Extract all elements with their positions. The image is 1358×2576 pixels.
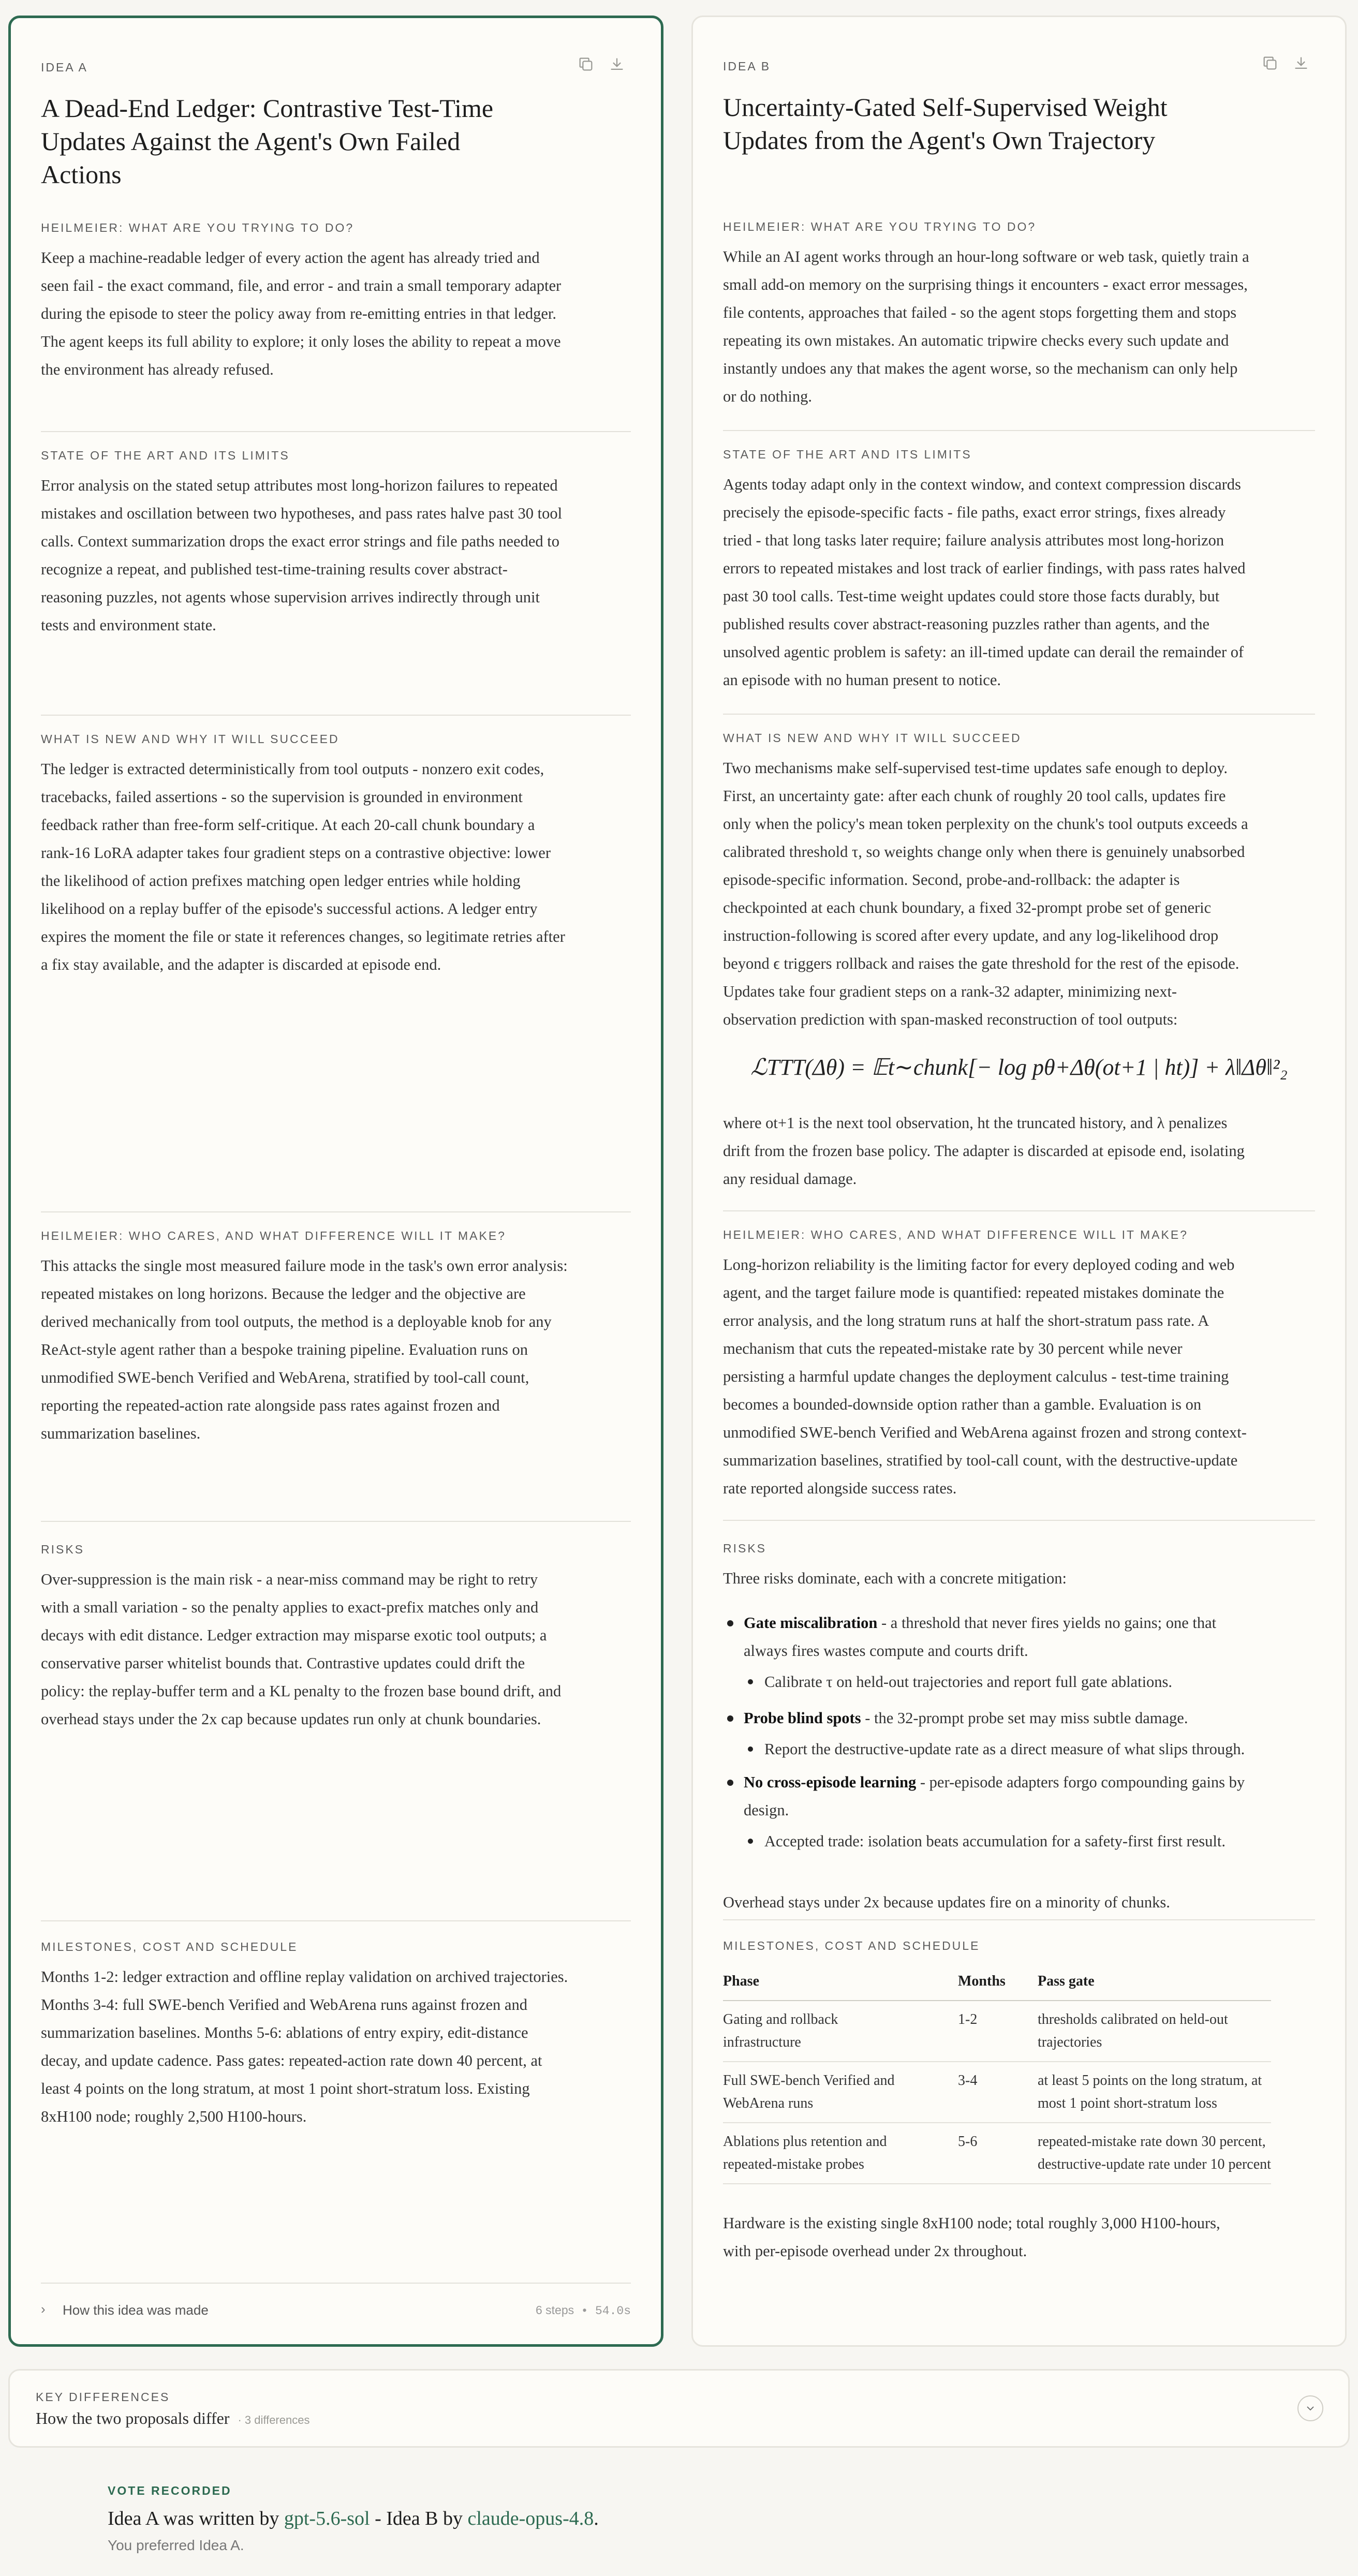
idea-b-s4-body: Long-horizon reliability is the limiting factor for every deployed coding and web agent, and the target failure mode is quantified: repeated mistakes dominate the error analysis, and the long stratum runs at half the short-stratum pass rate. A mechanism that cuts the repeated-mistake rate by 30 percent while never persisting a harmful update changes the deployment calculus - test-time training becomes a bounded-downside option rather than a gamble. Evaluation is on unmodified SWE-bench Verified and WebArena against frozen and strong context- summarization baselines, stratified by tool-call count, with the destructive-update rate reported alongside success rates. xyxy=(723,1256,1247,1497)
bullet xyxy=(727,1715,733,1722)
idea-a-s1-body: Keep a machine-readable ledger of every action the agent has already tried and seen fail - the exact command, file, and error - and train a small temporary adapter during the episode to steer the policy away from re-emitting entries in that ledger. The agent keeps its full ability to explore; it only loses the ability to repeat a move the environment has already refused. xyxy=(41,249,562,378)
ideas-comparison xyxy=(8,16,1350,2347)
idea-b-title: Uncertainty-Gated Self-Supervised Weight Updates from the Agent's Own Trajectory xyxy=(723,93,1168,155)
idea-a-s2-label: STATE OF THE ART AND ITS LIMITS xyxy=(41,449,290,462)
column-header: Pass gate xyxy=(1038,1970,1271,2001)
table-row xyxy=(723,2001,1271,2062)
idea-b-s2-body: Agents today adapt only in the context window, and context compression discards precisely the episode-specific facts - file paths, exact error strings, fixes already tried - that long tasks later require; failure analysis attributes most long-horizon errors to repeated mistakes and lost track of earlier findings, with pass rates halved past 30 tool calls. Test-time weight updates could store those facts durably, but published results cover abstract-reasoning puzzles rather than agents, and the unsolved agentic problem is safety: an ill-timed update can derail the remainder of an episode with no human present to notice. xyxy=(723,476,1246,689)
idea-b-s6-after: Hardware is the existing single 8xH100 node; total roughly 3,000 H100-hours, with per-episode overhead under 2x throughout. xyxy=(723,2214,1220,2260)
idea-b-s5-label: RISKS xyxy=(723,1542,767,1555)
divider xyxy=(41,1920,631,1921)
vote-recorded xyxy=(108,2484,599,2554)
divider xyxy=(723,714,1315,715)
bullet xyxy=(727,1620,733,1626)
table-cell: Gating and rollback infrastructure xyxy=(723,2001,958,2062)
idea-a-actions xyxy=(577,55,631,76)
column-header: Phase xyxy=(723,1970,958,2001)
divider xyxy=(41,1211,631,1212)
key-differences-label: KEY DIFFERENCES xyxy=(36,2390,170,2404)
divider xyxy=(723,1210,1315,1211)
divider xyxy=(41,715,631,716)
idea-a-s5-body: Over-suppression is the main risk - a near-miss command may be right to retry with a small variation - so the penalty applies to exact-prefix matches only and decays with edit distance. Ledger extraction may misparse exotic tool outputs; a conservative parser whitelist bounds that. Contrastive updates could drift the policy: the replay-buffer term and a KL penalty to the frozen base bound drift, and overhead stays under the 2x cap because updates run only at chunk boundaries. xyxy=(41,1571,562,1728)
vote-label: VOTE RECORDED xyxy=(108,2484,232,2497)
copy-icon[interactable] xyxy=(577,55,595,73)
table-cell: at least 5 points on the long stratum, at most 1 point short-stratum loss xyxy=(1038,2062,1271,2123)
table-row xyxy=(723,2123,1271,2184)
divider xyxy=(41,431,631,432)
table-cell: 5-6 xyxy=(958,2123,1038,2184)
idea-a-label: IDEA A xyxy=(41,61,88,74)
milestones-table xyxy=(723,1970,1271,2184)
table-row xyxy=(723,2062,1271,2123)
idea-b-label: IDEA B xyxy=(723,60,771,73)
key-differences-panel[interactable] xyxy=(8,2369,1350,2448)
idea-b-s6-label: MILESTONES, COST AND SCHEDULE xyxy=(723,1939,980,1952)
table-cell: 3-4 xyxy=(958,2062,1038,2123)
idea-b-actions xyxy=(1261,54,1315,75)
idea-a-s3-body: The ledger is extracted deterministically from tool outputs - nonzero exit codes, tracebacks, failed assertions - so the supervision is grounded in environment feedback rather than free-form self-critique. At each 20-call chunk boundary a rank-16 LoRA adapter takes four gradient steps on a contrastive objective: lower the likelihood of action prefixes matching open ledger entries while holding likelihood on a replay buffer of the episode's successful actions. A ledger entry expires the moment the file or state it references changes, so legitimate retries after a fix stay available, and the adapter is discarded at episode end. xyxy=(41,760,565,973)
download-icon[interactable] xyxy=(608,55,626,73)
idea-a-meta: 6 steps • 54.0s xyxy=(535,2303,631,2318)
idea-b-s4-label: HEILMEIER: WHO CARES, AND WHAT DIFFERENCE WILL IT MAKE? xyxy=(723,1228,1188,1241)
divider xyxy=(41,2283,631,2284)
bullet xyxy=(748,1746,753,1752)
list-item: Probe blind spots - the 32-prompt probe set may miss subtle damage. Report the destructive-update rate as a direct measure of what slips through. xyxy=(723,1704,1315,1763)
idea-a-s5-label: RISKS xyxy=(41,1543,85,1556)
chevron-right-icon: › xyxy=(41,2301,46,2317)
download-icon[interactable] xyxy=(1292,54,1310,72)
idea-b-risks-outro: Overhead stays under 2x because updates fire on a minority of chunks. xyxy=(723,1893,1170,1911)
idea-a-title: A Dead-End Ledger: Contrastive Test-Time Updates Against the Agent's Own Failed Actions xyxy=(41,94,494,189)
idea-a-s6-body: Months 1-2: ledger extraction and offline replay validation on archived trajectories. Months 3-4: full SWE-bench Verified and WebArena runs against frozen and summarization baselines. Months 5-6: ablations of entry expiry, edit-distance decay, and update cadence. Pass gates: repeated-action rate down 40 percent, at least 4 points on the long stratum, at most 1 point short-stratum loss. Existing 8xH100 node; roughly 2,500 H100-hours. xyxy=(41,1968,568,2125)
bullet xyxy=(727,1780,733,1786)
divider xyxy=(723,1520,1315,1521)
how-idea-made-label: How this idea was made xyxy=(63,2302,209,2318)
idea-b-s2-label: STATE OF THE ART AND ITS LIMITS xyxy=(723,448,972,461)
how-idea-made-toggle[interactable] xyxy=(41,2300,631,2321)
copy-icon[interactable] xyxy=(1261,54,1279,72)
table-cell: Ablations plus retention and repeated-mistake probes xyxy=(723,2123,958,2184)
table-cell: repeated-mistake rate down 30 percent, destructive-update rate under 10 percent xyxy=(1038,2123,1271,2184)
divider xyxy=(723,430,1315,431)
loss-equation: ℒTTT(Δθ) = 𝔼t∼chunk[− log pθ+Δθ(ot+1 | ht)] + λ‖Δθ‖²₂ xyxy=(750,1055,1288,1080)
idea-b-risks-intro: Three risks dominate, each with a concrete mitigation: xyxy=(723,1570,1067,1587)
column-header: Months xyxy=(958,1970,1038,2001)
chevron-down-icon xyxy=(1304,2402,1317,2415)
table-cell: Full SWE-bench Verified and WebArena runs xyxy=(723,2062,958,2123)
divider xyxy=(41,1521,631,1522)
idea-a-s1-label: HEILMEIER: WHAT ARE YOU TRYING TO DO? xyxy=(41,221,355,234)
table-header-row xyxy=(723,1970,1271,2001)
idea-a-s3-label: WHAT IS NEW AND WHY IT WILL SUCCEED xyxy=(41,732,340,746)
idea-a-s4-label: HEILMEIER: WHO CARES, AND WHAT DIFFERENCE WILL IT MAKE? xyxy=(41,1229,506,1242)
idea-b-s3-label: WHAT IS NEW AND WHY IT WILL SUCCEED xyxy=(723,731,1022,745)
vote-attribution: Idea A was written by gpt-5.6-sol - Idea B by claude-opus-4.8. xyxy=(108,2508,599,2529)
idea-a-s4-body: This attacks the single most measured failure mode in the task's own error analysis: repeated mistakes on long horizons. Because the ledger and the objective are derived mechanically from tool outputs, the method is a deployable knob for any ReAct-style agent rather than a bespoke training pipeline. Evaluation runs on unmodified SWE-bench Verified and WebArena, stratified by tool-call count, reporting the repeated-action rate alongside pass rates against frozen and summarization baselines. xyxy=(41,1257,568,1442)
idea-b-card[interactable] xyxy=(691,16,1347,2347)
idea-b-s1-label: HEILMEIER: WHAT ARE YOU TRYING TO DO? xyxy=(723,220,1037,233)
table-cell: thresholds calibrated on held-out trajectories xyxy=(1038,2001,1271,2062)
model-a-link[interactable]: gpt-5.6-sol xyxy=(284,2508,370,2529)
idea-a-card[interactable] xyxy=(8,16,663,2347)
idea-b-s3-after: where ot+1 is the next tool observation, ht the truncated history, and λ penalizes drift from the frozen base policy. The adapter is discarded at episode end, isolating any residual damage. xyxy=(723,1114,1245,1188)
list-item: No cross-episode learning - per-episode adapters forgo compounding gains by design. Accepted trade: isolation beats accumulation for a safety-first first result. xyxy=(723,1768,1315,1855)
table-cell: 1-2 xyxy=(958,2001,1038,2062)
bullet xyxy=(748,1679,753,1684)
list-item: Gate miscalibration - a threshold that never fires yields no gains; one that always fires wastes compute and courts drift. Calibrate τ on held-out trajectories and report full gate ablations. xyxy=(723,1609,1315,1696)
idea-a-s2-body: Error analysis on the stated setup attributes most long-horizon failures to repeated mistakes and oscillation between two hypotheses, and pass rates halve past 30 tool calls. Context summarization drops the exact error strings and file paths needed to recognize a repeat, and published test-time-training results cover abstract- reasoning puzzles, not agents whose supervision arrives indirectly through unit tests and environment state. xyxy=(41,477,563,634)
idea-a-s6-label: MILESTONES, COST AND SCHEDULE xyxy=(41,1940,298,1953)
expand-button[interactable] xyxy=(1297,2395,1323,2421)
idea-b-s3-body: Two mechanisms make self-supervised test-time updates safe enough to deploy. First, an uncertainty gate: after each chunk of roughly 20 tool calls, updates fire only when the policy's mean token perplexity on the chunk's tool outputs exceeds a calibrated threshold τ, so weights change only when there is genuinely unabsorbed episode-specific information. Second, probe-and-rollback: the adapter is checkpointed at each chunk boundary, a fixed 32-prompt probe set of generic instruction-following is scored after every update, and any log-likelihood drop beyond ϵ triggers rollback and raises the gate threshold for the rest of the episode. Updates take four gradient steps on a rank-32 adapter, minimizing next- observation prediction with span-masked reconstruction of tool outputs: xyxy=(723,759,1248,1028)
bullet xyxy=(748,1839,753,1844)
vote-preference: You preferred Idea A. xyxy=(108,2537,244,2553)
key-differences-title: How the two proposals differ · 3 differences xyxy=(36,2409,310,2427)
idea-b-s1-body: While an AI agent works through an hour-long software or web task, quietly train a small add-on memory on the surprising things it encounters - exact error messages, file contents, approaches that failed - so the agent stops forgetting them and stops repeating its own mistakes. An automatic tripwire checks every such update and instantly undoes any that makes the agent worse, so the mechanism can only help or do nothing. xyxy=(723,248,1249,405)
divider xyxy=(723,1919,1315,1920)
model-b-link[interactable]: claude-opus-4.8 xyxy=(467,2508,594,2529)
